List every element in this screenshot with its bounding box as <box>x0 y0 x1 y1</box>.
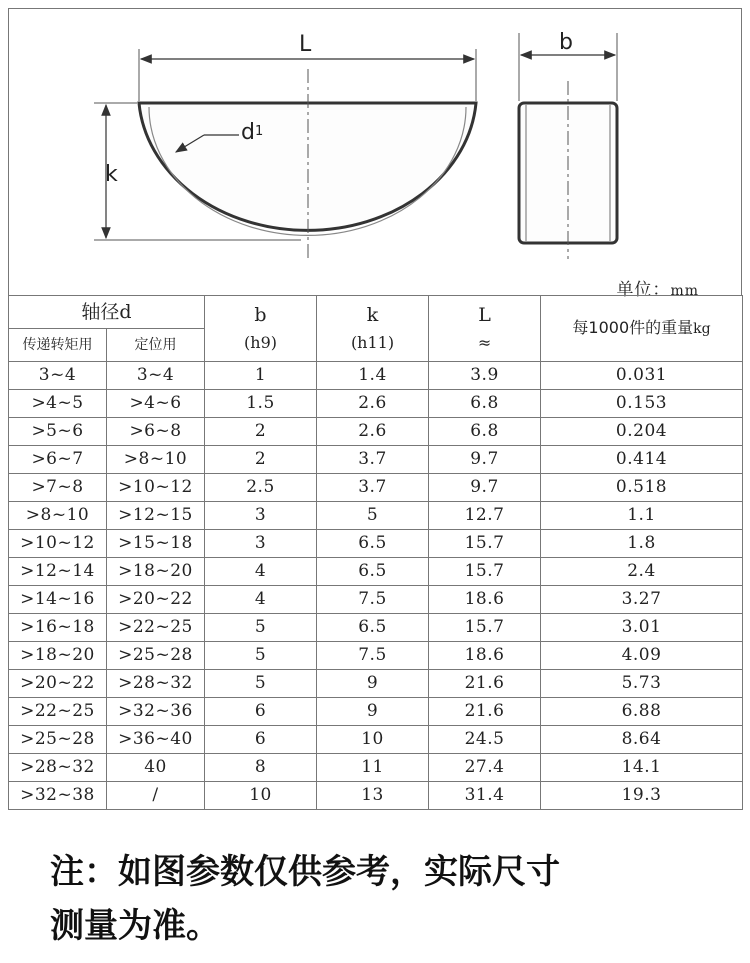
header-L-label: L <box>478 303 491 326</box>
table-row <box>9 502 743 530</box>
table-row <box>9 670 743 698</box>
header-torque: 传递转矩用 <box>9 329 107 362</box>
cell-weight: 2.4 <box>541 558 743 586</box>
technical-drawing <box>8 8 742 300</box>
cell-b: 8 <box>205 754 317 782</box>
header-shaft-diameter: 轴径d <box>9 296 205 329</box>
table-row <box>9 390 743 418</box>
header-b-tolerance: (h9) <box>244 332 277 352</box>
cell-l: 24.5 <box>429 726 541 754</box>
cell-b: 2.5 <box>205 474 317 502</box>
cell-torque: >8~10 <box>9 502 107 530</box>
table-row <box>9 530 743 558</box>
cell-k: 1.4 <box>317 362 429 390</box>
cell-position: / <box>107 782 205 810</box>
header-k <box>317 296 429 362</box>
cell-position: >22~25 <box>107 614 205 642</box>
cell-k: 5 <box>317 502 429 530</box>
cell-position: >4~6 <box>107 390 205 418</box>
cell-torque: >16~18 <box>9 614 107 642</box>
side-view <box>519 30 617 259</box>
cell-torque: >32~38 <box>9 782 107 810</box>
cell-position: >12~15 <box>107 502 205 530</box>
label-b: b <box>559 30 573 55</box>
unit-prefix: 单位： <box>616 280 671 300</box>
note-line-2: 测量为准。 <box>50 906 220 946</box>
front-view <box>94 32 476 259</box>
table-row <box>9 474 743 502</box>
table-row <box>9 614 743 642</box>
header-k-label: k <box>366 303 379 326</box>
cell-weight: 14.1 <box>541 754 743 782</box>
cell-position: >6~8 <box>107 418 205 446</box>
cell-b: 4 <box>205 558 317 586</box>
cell-weight: 1.8 <box>541 530 743 558</box>
cell-k: 3.7 <box>317 474 429 502</box>
cell-b: 2 <box>205 418 317 446</box>
cell-l: 3.9 <box>429 362 541 390</box>
table-row <box>9 726 743 754</box>
header-position: 定位用 <box>107 329 205 362</box>
cell-b: 5 <box>205 642 317 670</box>
header-b-label: b <box>254 303 267 326</box>
cell-l: 9.7 <box>429 446 541 474</box>
cell-k: 10 <box>317 726 429 754</box>
cell-b: 6 <box>205 698 317 726</box>
cell-b: 1.5 <box>205 390 317 418</box>
header-weight-label: 每1000件的重量 <box>572 318 694 337</box>
table-row <box>9 558 743 586</box>
cell-position: >15~18 <box>107 530 205 558</box>
cell-torque: >6~7 <box>9 446 107 474</box>
cell-torque: >28~32 <box>9 754 107 782</box>
cell-l: 12.7 <box>429 502 541 530</box>
header-row-1 <box>9 296 743 329</box>
label-k: k <box>105 162 118 187</box>
cell-position: >28~32 <box>107 670 205 698</box>
header-L <box>429 296 541 362</box>
note-line-1: 注：如图参数仅供参考，实际尺寸 <box>50 852 560 892</box>
cell-k: 7.5 <box>317 642 429 670</box>
cell-position: >18~20 <box>107 558 205 586</box>
table-row <box>9 418 743 446</box>
header-weight-unit: kg <box>693 321 711 337</box>
cell-weight: 3.01 <box>541 614 743 642</box>
label-d: d <box>241 120 255 145</box>
cell-position: >25~28 <box>107 642 205 670</box>
cell-weight: 3.27 <box>541 586 743 614</box>
cell-weight: 4.09 <box>541 642 743 670</box>
cell-k: 2.6 <box>317 418 429 446</box>
cell-weight: 19.3 <box>541 782 743 810</box>
cell-torque: >12~14 <box>9 558 107 586</box>
cell-l: 18.6 <box>429 642 541 670</box>
cell-position: >32~36 <box>107 698 205 726</box>
cell-weight: 0.031 <box>541 362 743 390</box>
spec-table <box>8 295 743 810</box>
cell-weight: 0.518 <box>541 474 743 502</box>
cell-k: 2.6 <box>317 390 429 418</box>
table-row <box>9 642 743 670</box>
cell-k: 6.5 <box>317 558 429 586</box>
label-d-sub: 1 <box>255 124 264 139</box>
table-row <box>9 754 743 782</box>
cell-l: 18.6 <box>429 586 541 614</box>
cell-l: 27.4 <box>429 754 541 782</box>
cell-l: 15.7 <box>429 558 541 586</box>
cell-position: 3~4 <box>107 362 205 390</box>
cell-torque: >7~8 <box>9 474 107 502</box>
cell-l: 15.7 <box>429 530 541 558</box>
cell-b: 6 <box>205 726 317 754</box>
cell-b: 2 <box>205 446 317 474</box>
cell-b: 1 <box>205 362 317 390</box>
cell-torque: >22~25 <box>9 698 107 726</box>
cell-weight: 0.153 <box>541 390 743 418</box>
cell-b: 3 <box>205 502 317 530</box>
table-row <box>9 586 743 614</box>
cell-position: >8~10 <box>107 446 205 474</box>
cell-l: 9.7 <box>429 474 541 502</box>
cell-weight: 6.88 <box>541 698 743 726</box>
header-b <box>205 296 317 362</box>
cell-weight: 5.73 <box>541 670 743 698</box>
cell-k: 11 <box>317 754 429 782</box>
cell-k: 13 <box>317 782 429 810</box>
cell-position: >36~40 <box>107 726 205 754</box>
cell-b: 4 <box>205 586 317 614</box>
table-row <box>9 446 743 474</box>
cell-l: 15.7 <box>429 614 541 642</box>
cell-torque: >4~5 <box>9 390 107 418</box>
cell-b: 5 <box>205 670 317 698</box>
note <box>50 845 710 953</box>
cell-k: 7.5 <box>317 586 429 614</box>
cell-torque: 3~4 <box>9 362 107 390</box>
cell-b: 5 <box>205 614 317 642</box>
cell-weight: 0.414 <box>541 446 743 474</box>
cell-position: >10~12 <box>107 474 205 502</box>
cell-torque: >18~20 <box>9 642 107 670</box>
cell-torque: >14~16 <box>9 586 107 614</box>
cell-position: 40 <box>107 754 205 782</box>
woodruff-key-drawing <box>9 9 743 296</box>
label-L: L <box>299 32 312 57</box>
cell-k: 3.7 <box>317 446 429 474</box>
table-row <box>9 698 743 726</box>
header-L-approx: ≈ <box>477 332 492 352</box>
cell-torque: >5~6 <box>9 418 107 446</box>
cell-torque: >10~12 <box>9 530 107 558</box>
cell-torque: >25~28 <box>9 726 107 754</box>
spec-table-body <box>9 362 743 810</box>
cell-k: 9 <box>317 698 429 726</box>
cell-l: 21.6 <box>429 670 541 698</box>
cell-l: 6.8 <box>429 418 541 446</box>
header-weight <box>541 296 743 362</box>
cell-l: 31.4 <box>429 782 541 810</box>
header-k-tolerance: (h11) <box>350 332 395 352</box>
table-row <box>9 362 743 390</box>
table-row <box>9 782 743 810</box>
cell-k: 6.5 <box>317 530 429 558</box>
cell-k: 6.5 <box>317 614 429 642</box>
cell-b: 3 <box>205 530 317 558</box>
cell-b: 10 <box>205 782 317 810</box>
cell-weight: 1.1 <box>541 502 743 530</box>
cell-l: 21.6 <box>429 698 541 726</box>
cell-k: 9 <box>317 670 429 698</box>
cell-position: >20~22 <box>107 586 205 614</box>
cell-weight: 0.204 <box>541 418 743 446</box>
cell-torque: >20~22 <box>9 670 107 698</box>
cell-l: 6.8 <box>429 390 541 418</box>
unit-value: mm <box>670 283 699 299</box>
cell-weight: 8.64 <box>541 726 743 754</box>
